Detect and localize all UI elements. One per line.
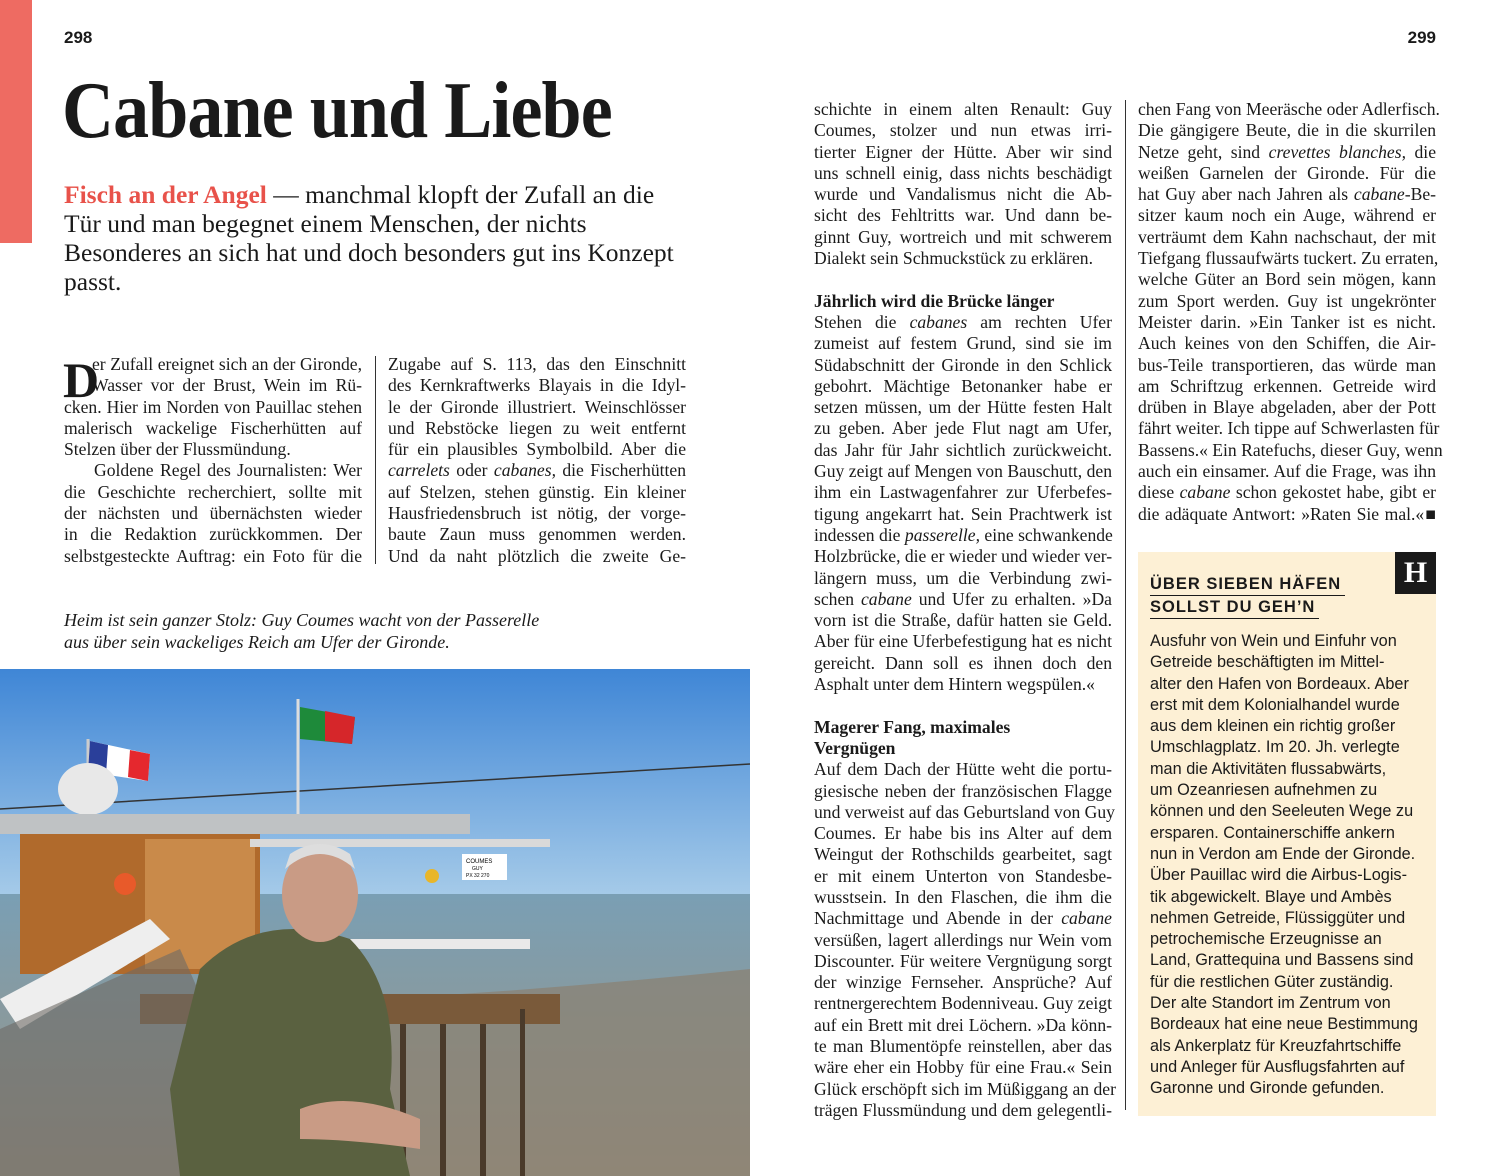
text-line: am Schriftzug erkennen. Getreide wird	[1138, 375, 1436, 396]
text-line: tierter Eigner der Hütte. Aber wir sind	[814, 141, 1112, 162]
text-line: rentnergerechtem Bodenniveau. Guy zeigt	[814, 993, 1112, 1014]
text-line: die Geschichte recherchiert, sollte mit	[64, 481, 362, 502]
text-line: er mit einem Unterton von Standesbe-	[814, 865, 1112, 886]
text-line: Dialekt sein Schmuckstück zu erklären.	[814, 248, 1093, 269]
infobox-line: nehmen Getreide, Flüssiggüter und	[1150, 908, 1406, 927]
infobox-line: man die Aktivitäten flussabwärts,	[1150, 759, 1387, 778]
infobox-line: Bordeaux hat eine neue Bestimmung	[1150, 1015, 1418, 1034]
text-line: tigung angekarrt hat. Sein Prachtwerk ist	[814, 503, 1112, 524]
text-line: te man Blumentöpfe reinstellen, aber das	[814, 1036, 1112, 1057]
article-lead	[64, 180, 694, 296]
infobox-line: Ausfuhr von Wein und Einfuhr von	[1150, 632, 1397, 650]
text-line: gereicht. Dann soll es ihnen doch den	[814, 652, 1112, 673]
infobox-line: für die restlichen Güter zuständig.	[1150, 972, 1394, 991]
infobox-line: alter den Hafen von Bordeaux. Aber	[1150, 674, 1409, 693]
text-line: carrelets oder cabanes, die Fischerhütten	[388, 460, 687, 481]
text-line: auf ein Brett mit drei Löchern. »Da könn-	[814, 1014, 1112, 1035]
text-line: zu geben. Aber jede Flut nagt am Ufer,	[814, 418, 1112, 439]
text-line: wurde und Vandalismus nicht die Ab-	[814, 184, 1112, 205]
text-line: des Kernkraftwerks Blayais in die Idyl-	[388, 375, 686, 396]
text-line: zum Sport werden. Guy ist ungekrönter	[1138, 290, 1436, 311]
infobox-line: Umschlagplatz. Im 20. Jh. verlegte	[1150, 738, 1400, 757]
sign-text: GUY	[472, 866, 483, 872]
text-line: ginnt Guy, wortreich und mit schwerem	[814, 226, 1112, 247]
infobox-text	[1150, 631, 1435, 1100]
text-line: und Rebstöcke liegen zu weit entfernt	[388, 417, 686, 438]
infobox-line: können und den Seeleuten Wege zu	[1150, 802, 1414, 821]
text-line: cken. Hier im Norden von Pauillac stehen	[64, 396, 362, 417]
text-line: der winzige Fernseher. Ansprüche? Auf	[814, 972, 1112, 993]
infobox-line: petrochemische Erzeugnisse an	[1150, 930, 1382, 949]
text-line: baute Zaun muss genommen werden.	[388, 524, 686, 545]
infobox-heading-line: ÜBER SIEBEN HÄFEN	[1150, 573, 1345, 596]
text-line: Holzbrücke, die er wieder und wieder ver-	[814, 546, 1113, 567]
text-line: Die gängigere Beute, die in die skurrilen	[1138, 120, 1436, 141]
text-line: Weingut der Rothschilds gearbeitet, sagt	[814, 844, 1112, 865]
section-heading: Magerer Fang, maximales	[814, 716, 1011, 737]
text-line: für ein plausibles Symbolbild. Aber die	[388, 439, 686, 460]
text-line: Zugabe auf S. 113, das den Einschnitt	[388, 354, 686, 374]
infobox-line: erst mit dem Kolonialhandel wurde	[1150, 695, 1400, 714]
text-line: giesische neben der französischen Flagge	[814, 780, 1112, 801]
text-line: chen Fang von Meeräsche oder Adlerfisch.	[1138, 99, 1440, 119]
lead-text: — manchmal klopft der Zufall an die Tür und man begegnet einem Menschen, der nichts Besonderes an sich hat und doch besonders gut ins Konzept passt.	[64, 180, 674, 296]
text-line: schen cabane und Ufer zu erhalten. »Da	[814, 588, 1112, 609]
caption-line: aus über sein wackeliges Reich am Ufer der Gironde.	[64, 631, 450, 652]
text-line: le der Gironde illustriert. Weinschlösser	[388, 396, 686, 417]
text-line: diese cabane schon gekostet habe, gibt er	[1138, 482, 1436, 503]
lead-kicker: Fisch an der Angel	[64, 180, 267, 209]
text-line: und verweist auf das Geburtsland von Guy	[814, 801, 1115, 822]
body-column-1	[64, 354, 362, 567]
text-line: Stehen die cabanes am rechten Ufer	[814, 311, 1112, 332]
text-line: zumeist auf festem Grund, sind sie im	[814, 333, 1112, 354]
body-column-4	[1138, 99, 1443, 525]
infobox-line: um Ozeanriesen aufnehmen zu	[1150, 781, 1378, 800]
paragraph-gap	[814, 269, 1112, 290]
text-line: auf Stelzen, stehen günstig. Ein kleiner	[388, 481, 686, 502]
text-line: schichte in einem alten Renault: Guy	[814, 99, 1112, 119]
text-line: Stelzen über der Flussmündung.	[64, 439, 291, 460]
text-line: Auf dem Dach der Hütte weht die portu-	[814, 759, 1112, 780]
text-line: welche Güter an Bord sein mögen, kann	[1138, 269, 1436, 290]
text-line: sitzer kaum noch ein Auge, während er	[1138, 205, 1436, 226]
text-line: auch ein einsamer. Auf die Frage, was ihn	[1138, 461, 1436, 482]
infobox-line: Über Pauillac wird die Airbus-Logis-	[1150, 866, 1407, 885]
infobox-line: nun in Verdon am Ende der Gironde.	[1150, 844, 1416, 863]
text-line: Und da naht plötzlich die zweite Ge-	[388, 545, 686, 566]
text-line: verträumt dem Kahn nachschaut, der mit	[1138, 226, 1436, 247]
text-line: sicht des Fehltritts war. Und dann be-	[814, 205, 1112, 226]
paragraph-gap	[814, 695, 1112, 716]
infobox-line: als Ankerplatz für Kreuzfahrtschiffe	[1150, 1036, 1402, 1055]
photo-fisherman-cabane	[0, 669, 750, 1176]
text-line: trägen Flussmündung und dem gelegentli-	[814, 1099, 1112, 1120]
column-divider	[375, 356, 376, 564]
text-line: Auch keines von den Schiffen, die Air-	[1138, 333, 1436, 354]
text-line: Aber für eine Uferbefestigung hat es nicht	[814, 631, 1112, 652]
text-line: hat Guy aber nach Jahren als cabane-Be-	[1138, 184, 1436, 205]
infobox-line: Getreide beschäftigten im Mittel-	[1150, 653, 1385, 672]
text-line: der nächsten und übernächsten wieder	[64, 503, 362, 524]
text-line: selbstgesteckte Auftrag: ein Foto für die	[64, 545, 362, 566]
infobox-line: Garonne und Gironde gefunden.	[1150, 1079, 1385, 1098]
body-column-2	[388, 354, 686, 567]
column-divider	[1125, 100, 1126, 1110]
text-line: Asphalt unter dem Hintern wegspülen.«	[814, 674, 1095, 695]
infobox-line: tik abgewickelt. Blaye und Ambès	[1150, 887, 1392, 906]
text-line: er Zufall ereignet sich an der Gironde,	[92, 354, 362, 374]
text-line: versüßen, lagert allerdings nur Wein vom	[814, 929, 1112, 950]
sign-text: PX 32 270	[466, 873, 490, 879]
text-line: die adäquate Antwort: »Raten Sie mal.«■	[1138, 503, 1436, 524]
text-line: fährt weiter. Ich tippe auf Schwerlasten für	[1138, 418, 1440, 439]
text-line: wusstsein. In den Flaschen, die ihm die	[814, 886, 1112, 907]
text-line: in die Redaktion zurückkommen. Der	[64, 524, 362, 545]
infobox-heading-line: SOLLST DU GEH’N	[1150, 596, 1319, 619]
infobox-badge: H	[1395, 552, 1436, 594]
text-line: Guy zeigt auf Mengen von Bauschutt, den	[814, 461, 1112, 482]
body-column-3	[814, 99, 1116, 1121]
accent-bar	[0, 0, 32, 243]
text-line: gebohrt. Mächtige Betonanker habe er	[814, 375, 1112, 396]
text-line: bus-Teile transportieren, das würde man	[1138, 354, 1436, 375]
text-line: indessen die passerelle, eine schwankende	[814, 524, 1113, 545]
caption-line: Heim ist sein ganzer Stolz: Guy Coumes wacht von der Passerelle	[64, 610, 540, 630]
text-line: längern muss, um die Verbindung zwi-	[814, 567, 1112, 588]
text-line: weißen Garnelen der Gironde. Für die	[1138, 162, 1436, 183]
text-line: malerisch wackelige Fischerhütten auf	[64, 417, 362, 438]
photo-caption	[64, 610, 539, 653]
page-number-left: 298	[64, 28, 93, 47]
text-line: Wasser vor der Brust, Wein im Rü-	[92, 375, 362, 396]
text-line: Goldene Regel des Journalisten: Wer	[94, 460, 362, 481]
text-line: Nachmittage und Abende in der cabane	[814, 908, 1112, 929]
sign-text: COUMES	[466, 859, 493, 865]
page-number-right: 299	[1407, 28, 1436, 47]
text-line: Meister darin. »Ein Tanker ist es nicht.	[1138, 311, 1436, 332]
text-line: ihm ein Lastwagenfahrer zur Uferbefes-	[814, 482, 1112, 503]
section-heading: Vergnügen	[814, 737, 896, 758]
infobox-line: aus dem kleinen ein richtig großer	[1150, 717, 1396, 736]
text-line: Hausfriedensbruch ist nötig, der vorge-	[388, 503, 686, 524]
text-line: das Jahr für Jahr sichtlich zurückweicht.	[814, 439, 1112, 460]
text-line: Discounter. Für weitere Vergnügung sorgt	[814, 950, 1112, 971]
article-title: Cabane und Liebe	[62, 67, 612, 155]
text-line: Tiefgang flussaufwärts tuckert. Zu erraten,	[1138, 248, 1439, 269]
text-line: Coumes, stolzer und nun etwas irri-	[814, 120, 1112, 141]
text-line: drüben in Blaye abgeladen, aber der Pott	[1138, 397, 1436, 418]
text-line: vorn ist die Straße, dafür hatten sie Geld.	[814, 610, 1112, 631]
infobox-line: und Anleger für Ausflugsfahrten auf	[1150, 1057, 1405, 1076]
infobox-line: Land, Grattequina und Bassens sind	[1150, 951, 1414, 970]
infobox-line: Der alte Standort im Zentrum von	[1150, 994, 1391, 1013]
section-heading: Jährlich wird die Brücke länger	[814, 290, 1055, 311]
text-line: Bassens.« Ein Ratefuchs, dieser Guy, wenn	[1138, 439, 1443, 460]
text-line: wäre eher ein Hobby für eine Frau.« Sein	[814, 1057, 1112, 1078]
text-line: Coumes. Er habe bis ins Alter auf dem	[814, 823, 1112, 844]
infobox-heading	[1150, 573, 1345, 619]
text-line: setzen müssen, um der Hütte festen Halt	[814, 397, 1112, 418]
infobox-line: ersparen. Containerschiffe ankern	[1150, 823, 1395, 842]
drop-cap: D	[63, 352, 100, 408]
text-line: Glück erschöpft sich im Müßiggang an der	[814, 1078, 1116, 1099]
text-line: uns schnell einig, dass nichts beschädigt	[814, 162, 1112, 183]
text-line: Südabschnitt der Gironde in den Schlick	[814, 354, 1112, 375]
text-line: Netze geht, sind crevettes blanches, die	[1138, 141, 1437, 162]
